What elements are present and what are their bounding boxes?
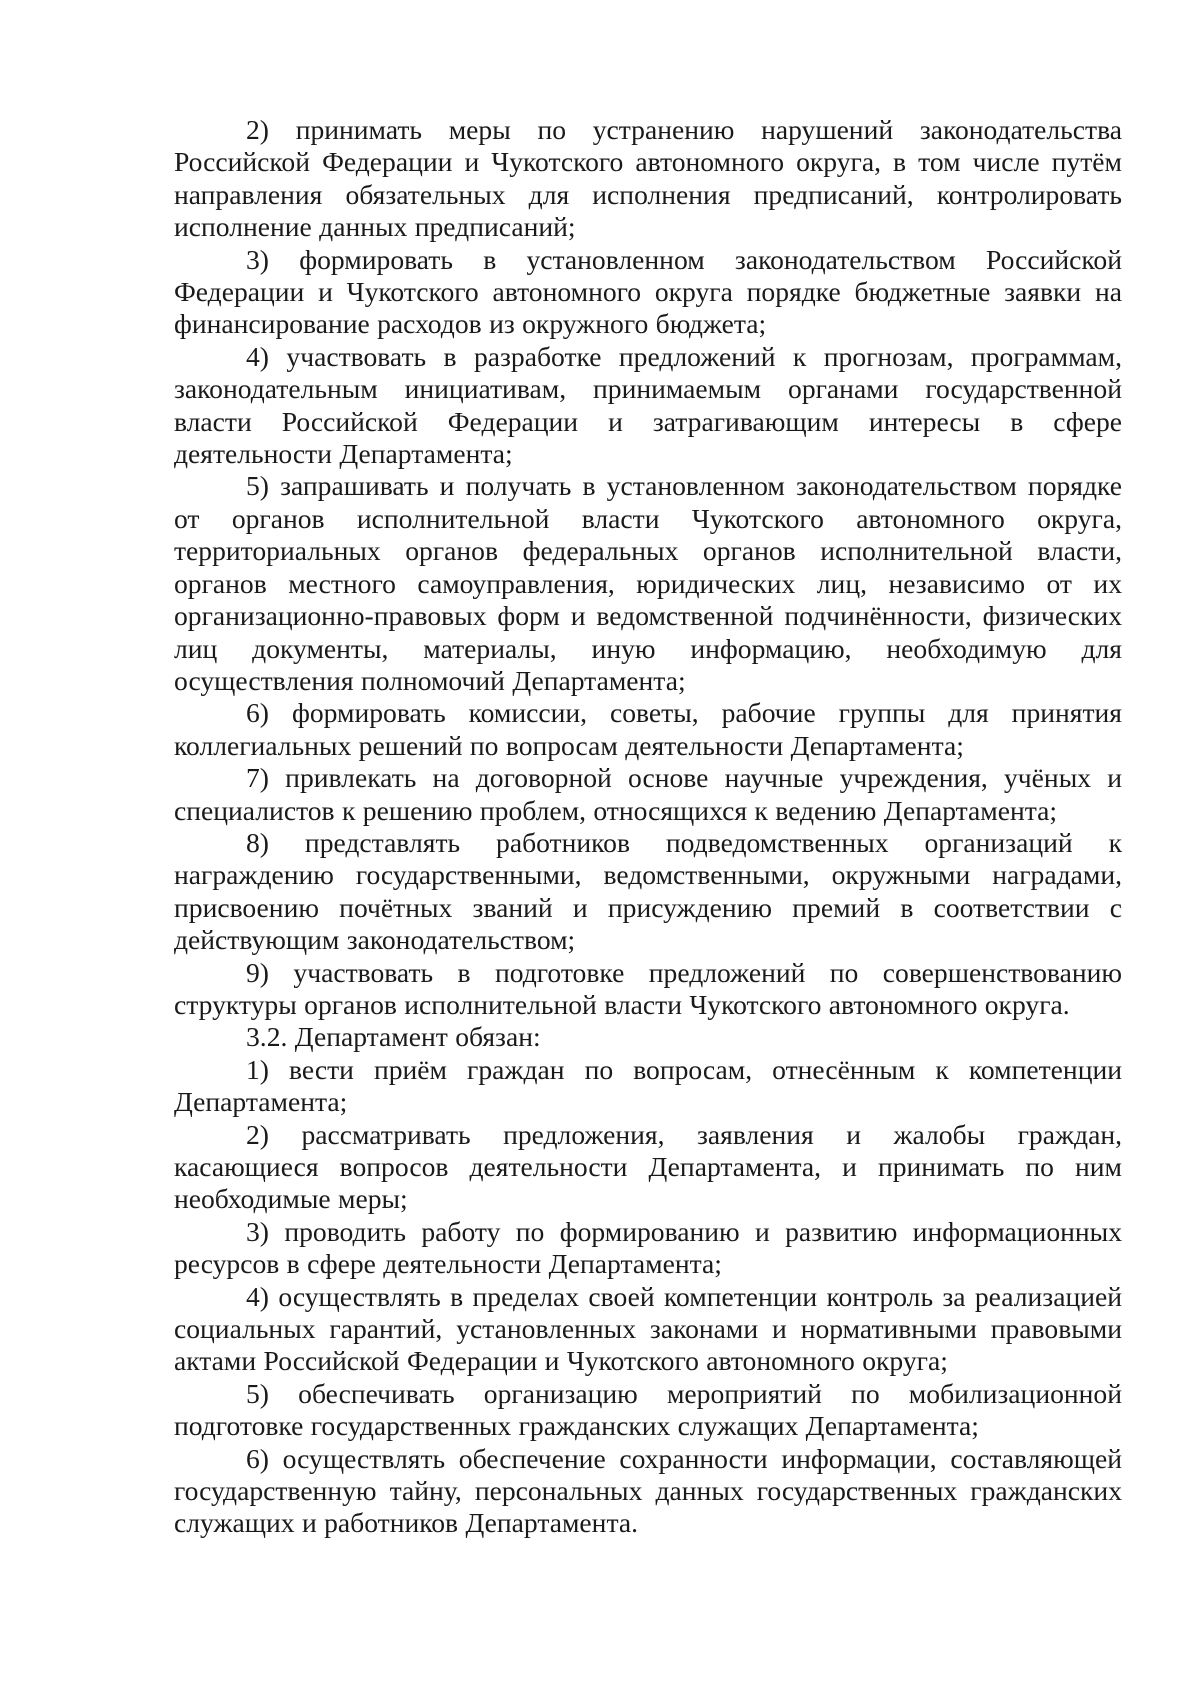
paragraph-rights-6: 6) формировать комиссии, советы, рабочие группы для принятия коллегиальных решений по вопросам деятельности Департамента; <box>174 697 1122 761</box>
paragraph-rights-3: 3) формировать в установленном законодательством Российской Федерации и Чукотского автономного округа порядке бюджетные заявки на финансирование расходов из окружного бюджета; <box>174 243 1122 340</box>
paragraph-rights-8: 8) представлять работников подведомственных организаций к награждению государственными, ведомственными, окружными наградами, присвоению почётных званий и присуждению премий в соответствии с действующим законодательством; <box>174 826 1122 956</box>
paragraph-duties-6: 6) осуществлять обеспечение сохранности информации, составляющей государственную тайну, персональных данных государственных гражданских служащих и работников Департамента. <box>174 1442 1122 1539</box>
paragraph-duties-5: 5) обеспечивать организацию мероприятий по мобилизационной подготовке государственных гражданских служащих Департамента; <box>174 1377 1122 1442</box>
paragraph-duties-4: 4) осуществлять в пределах своей компетенции контроль за реализацией социальных гарантий, установленных законами и нормативными правовыми актами Российской Федерации и Чукотского автономного округа; <box>174 1280 1122 1377</box>
paragraph-duties-1: 1) вести приём граждан по вопросам, отнесённым к компетенции Департамента; <box>174 1053 1122 1118</box>
paragraph-rights-7: 7) привлекать на договорной основе научные учреждения, учёных и специалистов к решению проблем, относящихся к ведению Департамента; <box>174 762 1122 826</box>
paragraph-duties-2: 2) рассматривать предложения, заявления и жалобы граждан, касающиеся вопросов деятельности Департамента, и принимать по ним необходимые меры; <box>174 1118 1122 1215</box>
paragraph-rights-5: 5) запрашивать и получать в установленном законодательством порядке от органов исполнительной власти Чукотского автономного округа, территориальных органов федеральных органов исполнительной власти, органов местного самоуправления, юридических лиц, независимо от их организационно-правовых форм и ведомственной подчинённости, физических лиц документы, материалы, иную информацию, необходимую для осуществления полномочий Департамента; <box>174 470 1122 696</box>
section-heading-3-2: 3.2. Департамент обязан: <box>246 1021 541 1053</box>
paragraph-rights-9: 9) участвовать в подготовке предложений по совершенствованию структуры органов исполнительной власти Чукотского автономного округа. <box>174 956 1122 1020</box>
paragraph-rights-4: 4) участвовать в разработке предложений к прогнозам, программам, законодательным инициативам, принимаемым органами государственной власти Российской Федерации и затрагивающим интересы в сфере деятельности Департамента; <box>174 340 1122 470</box>
paragraph-duties-3: 3) проводить работу по формированию и развитию информационных ресурсов в сфере деятельности Департамента; <box>174 1215 1122 1280</box>
document-body <box>174 114 1122 1540</box>
paragraph-rights-2: 2) принимать меры по устранению нарушений законодательства Российской Федерации и Чукотского автономного округа, в том числе путём направления обязательных для исполнения предписаний, контролировать исполнение данных предписаний; <box>174 114 1122 243</box>
